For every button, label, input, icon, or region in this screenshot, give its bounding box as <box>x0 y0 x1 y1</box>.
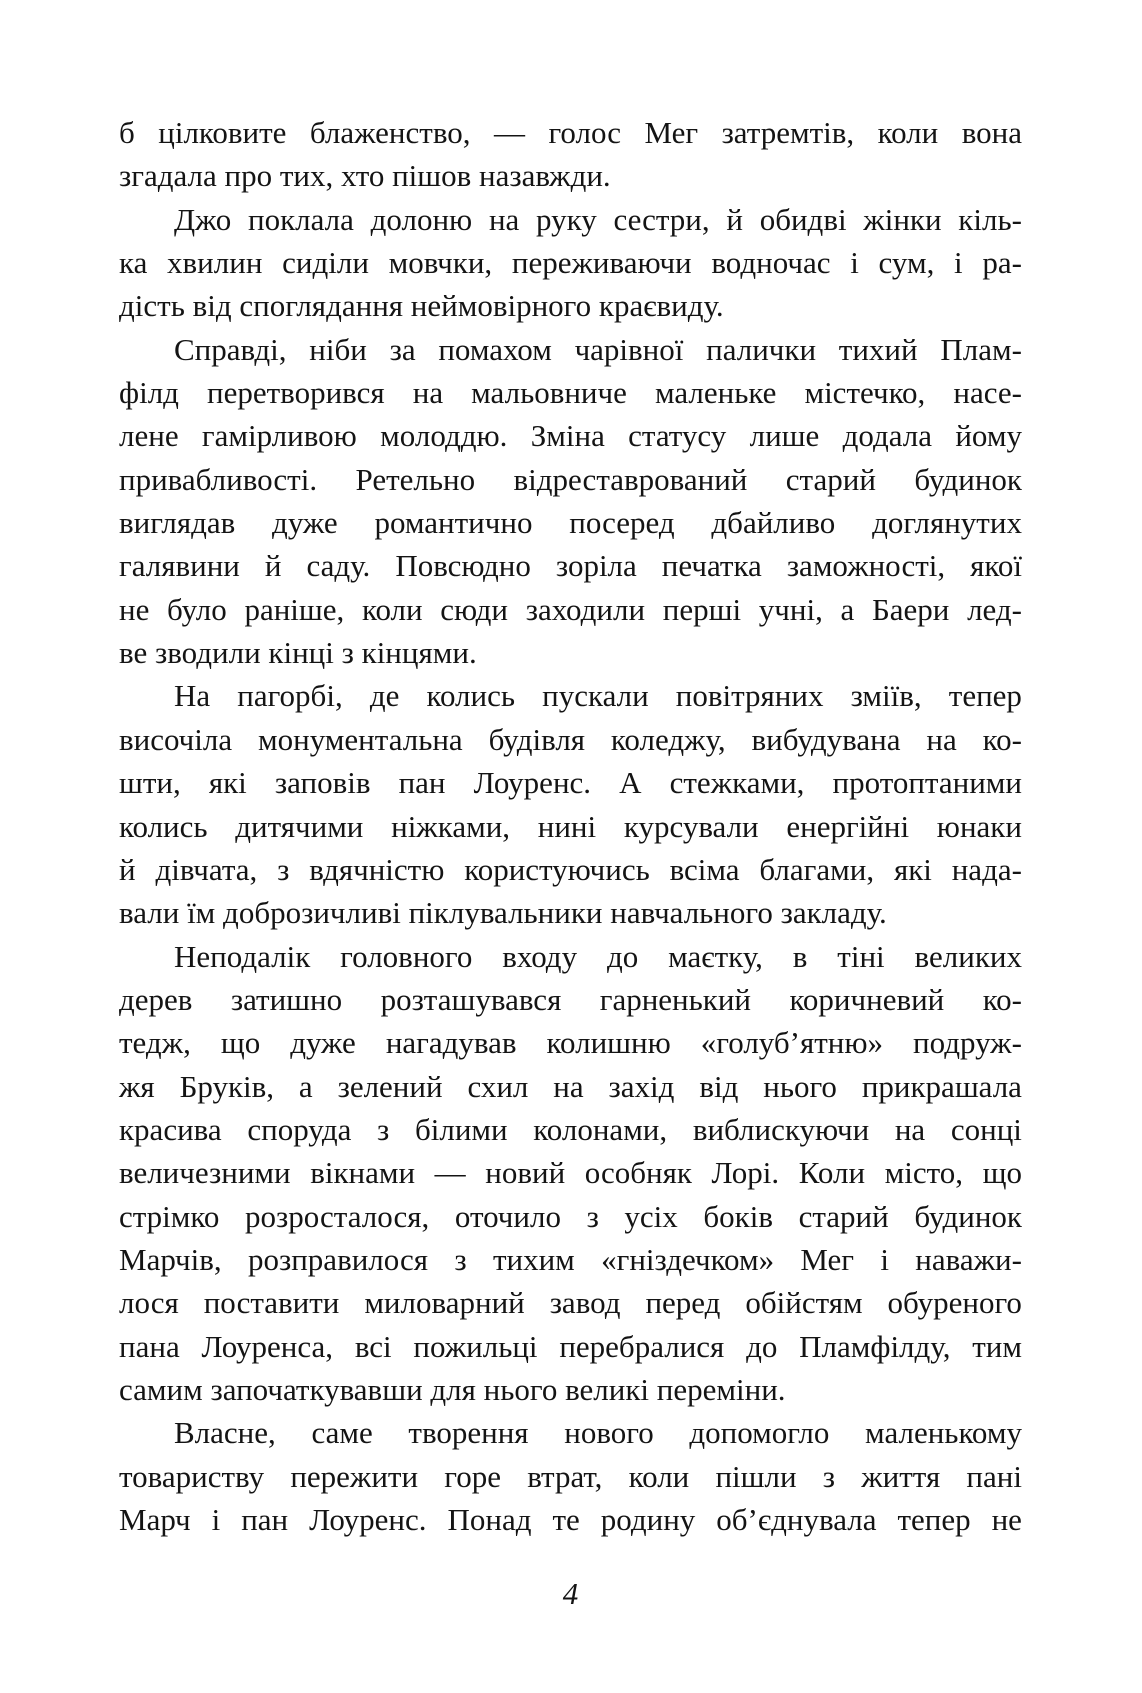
text-line: філд перетворився на мальовниче маленьке містечко, насе- <box>119 375 1022 411</box>
text-line: колись дитячими ніжками, нині курсували енергійні юнаки <box>119 808 1022 844</box>
text-line: красива споруда з білими колонами, виблискуючи на сонці <box>119 1111 1022 1147</box>
text-line: стрімко розросталося, оточило з усіх боків старий будинок <box>119 1198 1022 1234</box>
text-line: височіла монументальна будівля коледжу, вибудувана на ко- <box>119 721 1022 757</box>
text-line: вали їм доброзичливі піклувальники навчального закладу. <box>119 895 887 931</box>
text-line: Марчів, розправилося з тихим «гніздечком» Мег і наважи- <box>119 1241 1022 1277</box>
text-line: й дівчата, з вдячністю користуючись всіма благами, які нада- <box>119 851 1022 887</box>
text-line: Марч і пан Лоуренс. Понад те родину об’єднувала тепер не <box>119 1502 1022 1537</box>
text-line: самим започаткувавши для нього великі переміни. <box>119 1371 786 1407</box>
text-line: виглядав дуже романтично посеред дбайливо доглянутих <box>119 505 1022 541</box>
text-line: величезними вікнами — новий особняк Лорі. Коли місто, що <box>119 1155 1022 1191</box>
page-number: 4 <box>562 1576 579 1611</box>
text-line: згадала про тих, хто пішов назавжди. <box>119 158 611 194</box>
text-line: ве зводили кінці з кінцями. <box>119 635 477 671</box>
text-line: На пагорбі, де колись пускали повітряних зміїв, тепер <box>174 678 1022 714</box>
text-line: шти, які заповів пан Лоуренс. А стежками, протоптаними <box>119 765 1022 801</box>
text-line: ка хвилин сиділи мовчки, переживаючи водночас і сум, і ра- <box>119 245 1022 281</box>
text-line: лене гамірливою молоддю. Зміна статусу лише додала йому <box>119 418 1022 454</box>
text-line: привабливості. Ретельно відреставрований старий будинок <box>119 461 1022 497</box>
text-line: тедж, що дуже нагадував колишню «голуб’ятню» подруж- <box>119 1025 1022 1061</box>
body-text <box>119 111 1022 1541</box>
text-line: дерев затишно розташувався гарненький коричневий ко- <box>119 981 1022 1017</box>
text-line: пана Лоуренса, всі пожильці перебралися до Пламфілду, тим <box>119 1328 1022 1364</box>
text-line: галявини й саду. Повсюдно зоріла печатка заможності, якої <box>119 548 1022 584</box>
text-line: жя Бруків, а зелений схил на захід від нього прикрашала <box>119 1068 1022 1104</box>
text-line: лося поставити миловарний завод перед обійстям обуреного <box>119 1285 1022 1321</box>
text-line: не було раніше, коли сюди заходили перші учні, а Баери лед- <box>119 591 1022 627</box>
text-line: товариству пережити горе втрат, коли пішли з життя пані <box>119 1458 1022 1494</box>
text-line: Джо поклала долоню на руку сестри, й обидві жінки кіль- <box>174 201 1022 237</box>
text-line: Справді, ніби за помахом чарівної палички тихий Плам- <box>174 331 1022 367</box>
text-line: Неподалік головного входу до маєтку, в тіні великих <box>174 938 1022 974</box>
text-line: Власне, саме творення нового допомогло маленькому <box>174 1415 1022 1451</box>
text-line: дість від споглядання неймовірного краєвиду. <box>119 288 724 324</box>
text-line: б цілковите блаженство, — голос Мег затремтів, коли вона <box>119 115 1022 150</box>
